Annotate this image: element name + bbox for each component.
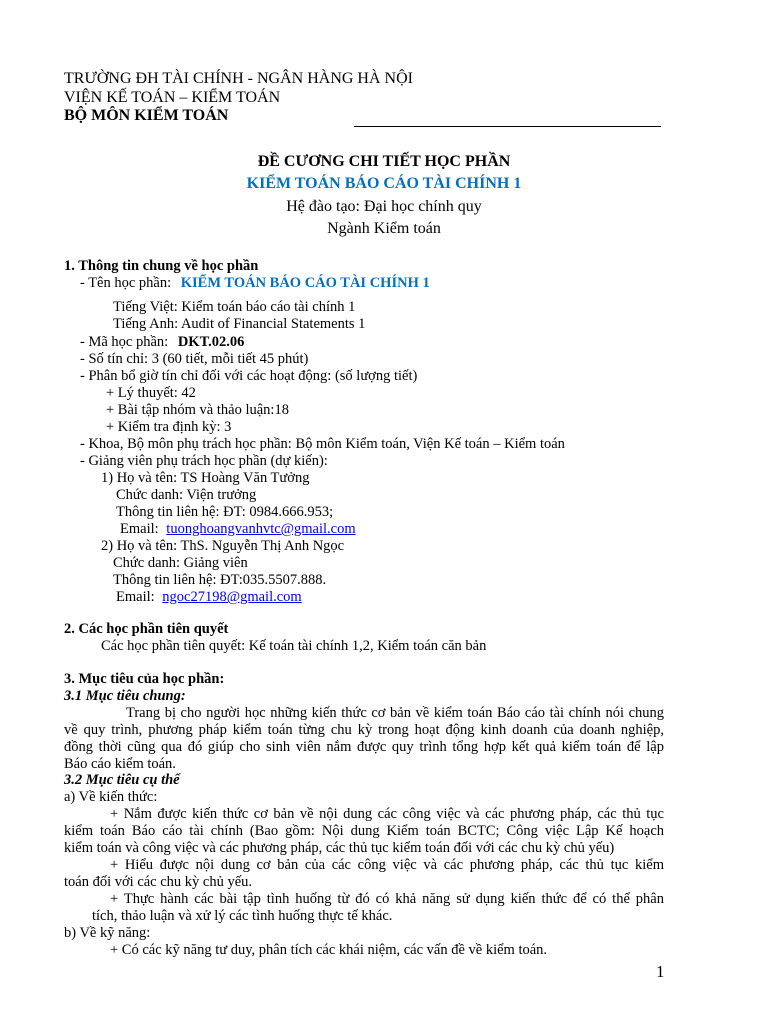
name-english: Tiếng Anh: Audit of Financial Statements 1 xyxy=(113,316,366,332)
knowledge-item-2-line-1: + Hiểu được nội dung cơ bản của các công việc và các phương pháp, các thủ tục kiểm xyxy=(110,857,664,873)
course-name-value: KIỂM TOÁN BÁO CÁO TÀI CHÍNH 1 xyxy=(180,275,430,291)
section-3-heading: 3. Mục tiêu của học phần: xyxy=(64,671,225,687)
section-3-2-heading: 3.2 Mục tiêu cụ thể xyxy=(64,772,180,788)
lecturer-1-email-row xyxy=(120,521,356,538)
header-department: BỘ MÔN KIỂM TOÁN xyxy=(64,107,229,124)
knowledge-item-1-line-1: + Nắm được kiến thức cơ bản về nội dung các công việc và các phương pháp, các thủ tục xyxy=(110,806,664,822)
prerequisites-text: Các học phần tiên quyết: Kế toán tài chính 1,2, Kiểm toán căn bản xyxy=(101,638,487,654)
header-rule xyxy=(354,126,661,127)
section-3-1-heading: 3.1 Mục tiêu chung: xyxy=(64,688,186,704)
lecturer-2-name: 2) Họ và tên: ThS. Nguyễn Thị Anh Ngọc xyxy=(101,538,345,554)
lecturer-1-email-label: Email: xyxy=(120,521,159,537)
lecturer-1-email-link[interactable]: tuonghoangvanhvtc@gmail.com xyxy=(166,521,356,537)
knowledge-item-1-line-2: kiểm toán Báo cáo tài chính (Bao gồm: Nội dung Kiểm toán BCTC; Công việc Lập Kế hoạch xyxy=(64,823,664,839)
goal-paragraph-line-3: đồng thời cũng qua đó giúp cho sinh viên nắm được quy trình tổng hợp kết quả kiểm toán để lập xyxy=(64,739,664,755)
goal-paragraph-line-4: Báo cáo kiểm toán. xyxy=(64,756,176,772)
lecturer-1-name: 1) Họ và tên: TS Hoàng Văn Tưởng xyxy=(101,470,310,486)
doc-title: ĐỀ CƯƠNG CHI TIẾT HỌC PHẦN xyxy=(257,153,511,170)
knowledge-item-1-line-3: kiểm toán và công việc và các phương pháp, các thủ tục kiểm toán đối với các chu kỳ chủ yếu) xyxy=(64,840,615,856)
knowledge-item-3-line-2: tích, thảo luận và xử lý các tình huống thực tế khác. xyxy=(92,908,393,924)
course-code-row xyxy=(80,334,244,351)
lecturer-2-contact: Thông tin liên hệ: ĐT:035.5507.888. xyxy=(113,572,327,588)
lecturer-2-title: Chức danh: Giảng viên xyxy=(113,555,248,571)
program-type: Hệ đào tạo: Đại học chính quy xyxy=(286,198,482,215)
name-vietnamese: Tiếng Việt: Kiểm toán báo cáo tài chính 1 xyxy=(113,299,356,315)
lecturer-1-title: Chức danh: Viện trưởng xyxy=(116,487,257,503)
course-name-row xyxy=(80,275,430,292)
knowledge-item-3-line-1: + Thực hành các bài tập tình huống từ đó có khả năng sử dụng kiến thức để có thể phân xyxy=(110,891,664,907)
course-code-value: DKT.02.06 xyxy=(177,334,245,350)
test-hours: + Kiểm tra định kỳ: 3 xyxy=(106,419,232,435)
lecturer-2-email-label: Email: xyxy=(116,589,155,605)
lecturer-1-contact: Thông tin liên hệ: ĐT: 0984.666.953; xyxy=(116,504,334,520)
course-title: KIỂM TOÁN BÁO CÁO TÀI CHÍNH 1 xyxy=(246,175,522,192)
responsible-department: - Khoa, Bộ môn phụ trách học phần: Bộ môn Kiểm toán, Viện Kế toán – Kiểm toán xyxy=(80,436,565,452)
lecturer-2-email-row xyxy=(116,589,302,606)
hours-allocation: - Phân bổ giờ tín chỉ đối với các hoạt động: (số lượng tiết) xyxy=(80,368,418,384)
theory-hours: + Lý thuyết: 42 xyxy=(106,385,196,401)
section-2-heading: 2. Các học phần tiên quyết xyxy=(64,621,229,637)
section-1-heading: 1. Thông tin chung về học phần xyxy=(64,258,259,274)
skills-item-1: + Có các kỹ năng tư duy, phân tích các khái niệm, các vấn đề về kiểm toán. xyxy=(110,942,548,958)
skills-heading: b) Về kỹ năng: xyxy=(64,925,151,941)
knowledge-item-2-line-2: toán đối với các chu kỳ chủ yếu. xyxy=(64,874,253,890)
course-name-label: - Tên học phần: xyxy=(80,275,172,291)
header-institute: VIỆN KẾ TOÁN – KIỂM TOÁN xyxy=(64,89,281,106)
group-hours: + Bài tập nhóm và thảo luận:18 xyxy=(106,402,289,418)
page-number: 1 xyxy=(656,962,665,981)
knowledge-heading: a) Về kiến thức: xyxy=(64,789,158,805)
goal-paragraph-line-1: Trang bị cho người học những kiến thức cơ bản về kiểm toán Báo cáo tài chính nói chung xyxy=(126,705,664,721)
credits: - Số tín chỉ: 3 (60 tiết, mỗi tiết 45 phút) xyxy=(80,351,309,367)
lecturer-2-email-link[interactable]: ngoc27198@gmail.com xyxy=(162,589,302,605)
major-name: Ngành Kiểm toán xyxy=(327,220,441,237)
lecturers-heading: - Giảng viên phụ trách học phần (dự kiến): xyxy=(80,453,328,469)
header-university: TRƯỜNG ĐH TÀI CHÍNH - NGÂN HÀNG HÀ NỘI xyxy=(64,70,413,87)
goal-paragraph-line-2: về quy trình, phương pháp kiểm toán từng chu kỳ trong hoạt động kinh doanh của doanh nghiệp, xyxy=(64,722,664,738)
course-code-label: - Mã học phần: xyxy=(80,334,169,350)
